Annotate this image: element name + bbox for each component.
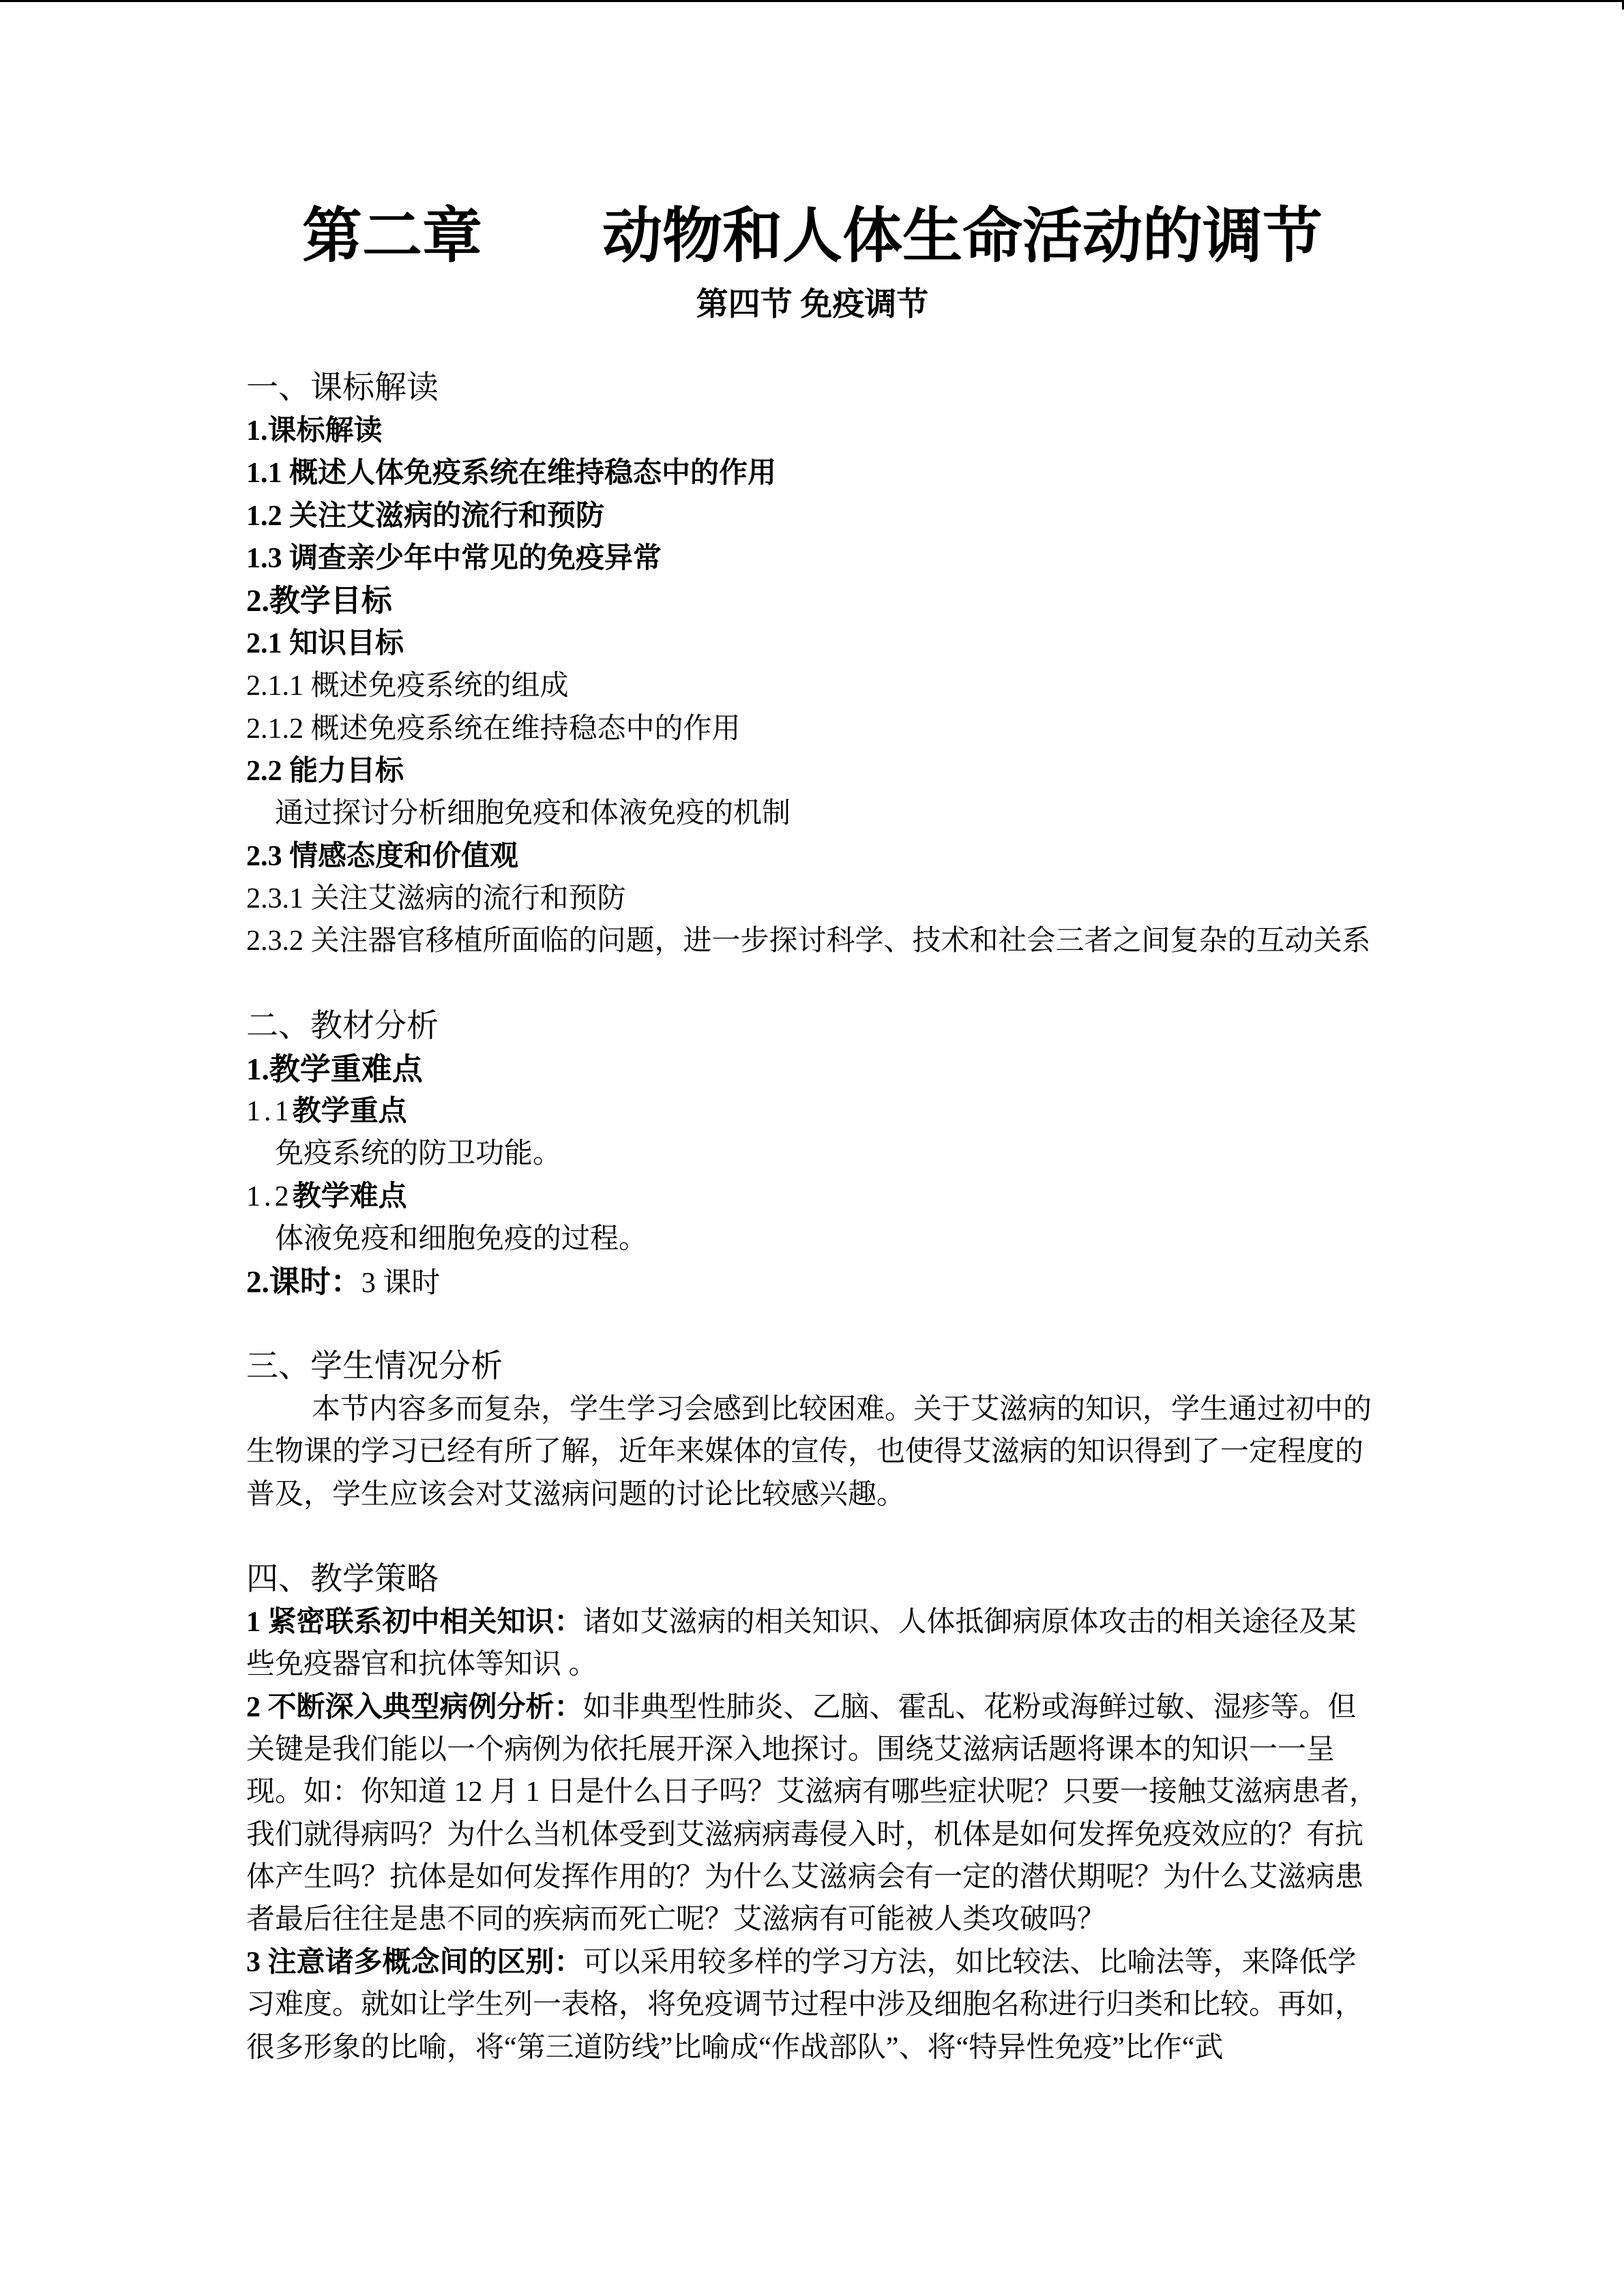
paragraph-line: 本节内容多而复杂，学生学习会感到比较困难。关于艾滋病的知识，学生通过初中的	[312, 1393, 1372, 1425]
class-hours-value: 3 课时	[361, 1267, 441, 1299]
subsection-title: 1.课标解读	[246, 415, 383, 447]
goal-category-title: 2.2 能力目标	[246, 755, 404, 787]
goal-item: 2.3.2 关注器官移植所面临的问题，进一步探讨科学、技术和社会三者之间复杂的互动关系	[246, 925, 1371, 957]
key-point-label: 教学重点	[292, 1096, 407, 1128]
strategy-line: 很多形象的比喻，将“第三道防线”比喻成“作战部队”、将“特异性免疫”比作“武	[246, 2031, 1224, 2063]
strategy-label: 1 紧密联系初中相关知识：	[246, 1606, 583, 1638]
key-point-label: 教学难点	[292, 1180, 407, 1212]
part-teaching-strategy	[246, 1558, 1378, 2069]
key-point-number: 1.2	[246, 1180, 293, 1212]
document-body	[246, 203, 1378, 2069]
part-heading: 一、课标解读	[246, 369, 439, 407]
curriculum-item: 1.1 概述人体免疫系统在维持稳态中的作用	[246, 458, 777, 490]
key-point-number: 1.1	[246, 1096, 293, 1128]
strategy-line: 我们就得病吗？为什么当机体受到艾滋病病毒侵入时，机体是如何发挥免疫效应的？有抗	[246, 1819, 1364, 1851]
goal-category-title: 2.3 情感态度和价值观	[246, 840, 519, 872]
part-heading: 二、教材分析	[246, 1007, 439, 1045]
strategy-text: 诸如艾滋病的相关知识、人体抵御病原体攻击的相关途径及某	[582, 1606, 1357, 1638]
goal-item: 2.1.1 概述免疫系统的组成	[246, 670, 569, 702]
strategy-label: 3 注意诸多概念间的区别：	[246, 1946, 583, 1978]
key-point-title	[246, 1176, 1378, 1218]
part-student-analysis	[246, 1345, 1378, 1516]
section-title: 第四节 免疫调节	[696, 287, 929, 323]
key-point-text: 体液免疫和细胞免疫的过程。	[275, 1223, 648, 1255]
chapter-title: 第二章 动物和人体生命活动的调节	[301, 204, 1323, 270]
part-heading: 四、教学策略	[246, 1560, 439, 1598]
key-point-text: 免疫系统的防卫功能。	[275, 1138, 562, 1170]
part-textbook-analysis	[246, 1005, 1378, 1303]
class-hours-label: 2.课时：	[246, 1264, 361, 1299]
strategy-line: 关键是我们能以一个病例为依托展开深入地探讨。围绕艾滋病话题将课本的知识一一呈	[246, 1733, 1335, 1765]
key-point-title	[246, 1090, 1378, 1133]
part-heading: 三、学生情况分析	[246, 1347, 503, 1386]
strategy-line	[246, 1686, 1378, 1729]
strategy-line: 现。如：你知道 12 月 1 日是什么日子吗？艾滋病有哪些症状呢？只要一接触艾滋病患者，	[246, 1776, 1378, 1808]
subsection-title: 1.教学重难点	[246, 1052, 423, 1086]
paragraph-line: 生物课的学习已经有所了解，近年来媒体的宣传，也使得艾滋病的知识得到了一定程度的	[246, 1436, 1364, 1468]
curriculum-item: 1.3 调查亲少年中常见的免疫异常	[246, 542, 662, 574]
section-gap	[246, 963, 1378, 1005]
strategy-line: 些免疫器官和抗体等知识 。	[246, 1649, 597, 1681]
paragraph-line: 普及，学生应该会对艾滋病问题的讨论比较感兴趣。	[246, 1478, 906, 1510]
strategy-line: 习难度。就如让学生列一表格，将免疫调节过程中涉及细胞名称进行归类和比较。再如，	[246, 1989, 1364, 2021]
strategy-text: 可以采用较多样的学习方法，如比较法、比喻法等，来降低学	[582, 1946, 1357, 1978]
subsection-title: 2.教学目标	[246, 584, 392, 618]
section-gap	[246, 1516, 1378, 1558]
strategy-line: 体产生吗？抗体是如何发挥作用的？为什么艾滋病会有一定的潜伏期呢？为什么艾滋病患	[246, 1862, 1364, 1894]
goal-item: 2.3.1 关注艾滋病的流行和预防	[246, 883, 626, 915]
goal-item: 通过探讨分析细胞免疫和体液免疫的机制	[275, 798, 791, 830]
strategy-text: 如非典型性肺炎、乙脑、霍乱、花粉或海鲜过敏、湿疹等。但	[582, 1691, 1357, 1723]
goal-category-title: 2.1 知识目标	[246, 627, 404, 659]
curriculum-item: 1.2 关注艾滋病的流行和预防	[246, 500, 605, 532]
strategy-line	[246, 1941, 1378, 1984]
strategy-line	[246, 1601, 1378, 1643]
goal-item: 2.1.2 概述免疫系统在维持稳态中的作用	[246, 713, 741, 745]
strategy-line: 者最后往往是患不同的疾病而死亡呢？艾滋病有可能被人类攻破吗？	[246, 1904, 1106, 1936]
page-border-top	[0, 0, 1624, 2]
section-gap	[246, 1303, 1378, 1345]
part-curriculum-interpretation	[246, 367, 1378, 962]
class-hours	[246, 1261, 1378, 1303]
strategy-label: 2 不断深入典型病例分析：	[246, 1691, 583, 1723]
